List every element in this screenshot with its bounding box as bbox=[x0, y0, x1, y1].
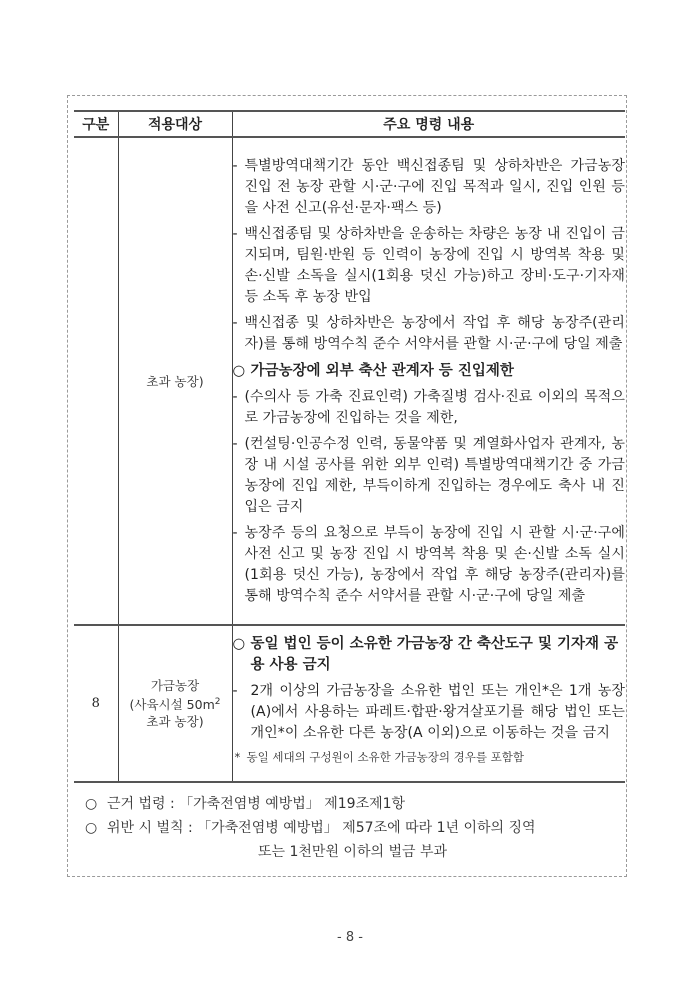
penalty: ○ 위반 시 벌칙 : 「가축전염병 예방법」 제57조에 따라 1년 이하의 징역 bbox=[85, 817, 620, 839]
footnote: * 동일 세대의 구성원이 소유한 가금농장의 경우를 포함함 bbox=[234, 750, 524, 764]
table-row bbox=[74, 625, 625, 782]
row-number: 8 bbox=[74, 625, 118, 782]
circle-bullet-icon: ○ bbox=[232, 636, 246, 652]
circle-bullet-icon: ○ bbox=[85, 796, 98, 812]
list-item: - 농장주 등의 요청으로 부득이 농장에 진입 시 관할 시·군·구에 사전 신고 및 농장 진입 시 방역복 착용 및 손·신발 소독 실시(1회용 덧신 가능), 농장에서 작업 후 해당 농장주(관리자)를 통해 방역수칙 준수 서약서를 관할 시·군·구에 당일 제출 bbox=[232, 525, 625, 604]
list-item: - 백신접종팀 및 상하차반을 운송하는 차량은 농장 내 진입이 금지되며, 팀원·반원 등 인력이 농장에 진입 시 방역복 착용 및 손·신발 소독을 실시(1회용 덧신 가능)하고 장비·도구·기자재 등 소독 후 농장 반입 bbox=[232, 226, 625, 305]
order-table bbox=[74, 110, 625, 783]
header-target: 적용대상 bbox=[118, 111, 232, 137]
row-content bbox=[232, 137, 625, 625]
row-target: 초과 농장) bbox=[118, 137, 232, 625]
header-content: 주요 명령 내용 bbox=[232, 111, 625, 137]
row-content bbox=[232, 625, 625, 782]
footer-notes bbox=[85, 793, 620, 863]
list-item: - 특별방역대책기간 동안 백신접종팀 및 상하차반은 가금농장 진입 전 농장 관할 시·군·구에 진입 목적과 일시, 진입 인원 등을 사전 신고(유선·문자·팩스 등) bbox=[232, 158, 625, 216]
table-row bbox=[74, 137, 625, 625]
table-header-row bbox=[74, 111, 625, 137]
row-target: 가금농장 (사육시설 $50m^2$ 초과 농장) bbox=[118, 625, 232, 782]
header-category: 구분 bbox=[74, 111, 118, 137]
list-item: - 백신접종 및 상하차반은 농장에서 작업 후 해당 농장주(관리자)를 통해 방역수칙 준수 서약서를 관할 시·군·구에 당일 제출 bbox=[232, 315, 625, 352]
list-item: - (수의사 등 가축 진료인력) 가축질병 검사·진료 이외의 목적으로 가금농장에 진입하는 것을 제한, bbox=[232, 389, 625, 426]
legal-basis: ○ 근거 법령 : 「가축전염병 예방법」 제19조제1항 bbox=[85, 793, 620, 815]
list-item: - (컨설팅·인공수정 인력, 동물약품 및 계열화사업자 관계자, 농장 내 시설 공사를 위한 외부 인력) 특별방역대책기간 중 가금농장에 진입 제한, 부득이하게 진입하는 경우에도 축사 내 진입은 금지 bbox=[232, 436, 625, 515]
list-item: - 2개 이상의 가금농장을 소유한 법인 또는 개인*은 1개 농장(A)에서 사용하는 파레트·합판·왕겨살포기를 해당 법인 또는 개인*이 소유한 다른 농장(A 이외)으로 이동하는 것을 금지 bbox=[232, 683, 625, 741]
page-number: - 8 - bbox=[337, 930, 363, 945]
circle-bullet-icon: ○ bbox=[85, 820, 98, 836]
section-heading: ○ 동일 법인 등이 소유한 가금농장 간 축산도구 및 기자재 공용 사용 금지 bbox=[232, 636, 619, 673]
circle-bullet-icon: ○ bbox=[232, 363, 246, 379]
section-heading: ○ 가금농장에 외부 축산 관계자 등 진입제한 bbox=[233, 361, 626, 382]
penalty-continued: 또는 1천만원 이하의 벌금 부과 bbox=[258, 844, 447, 860]
row-number bbox=[74, 137, 118, 625]
